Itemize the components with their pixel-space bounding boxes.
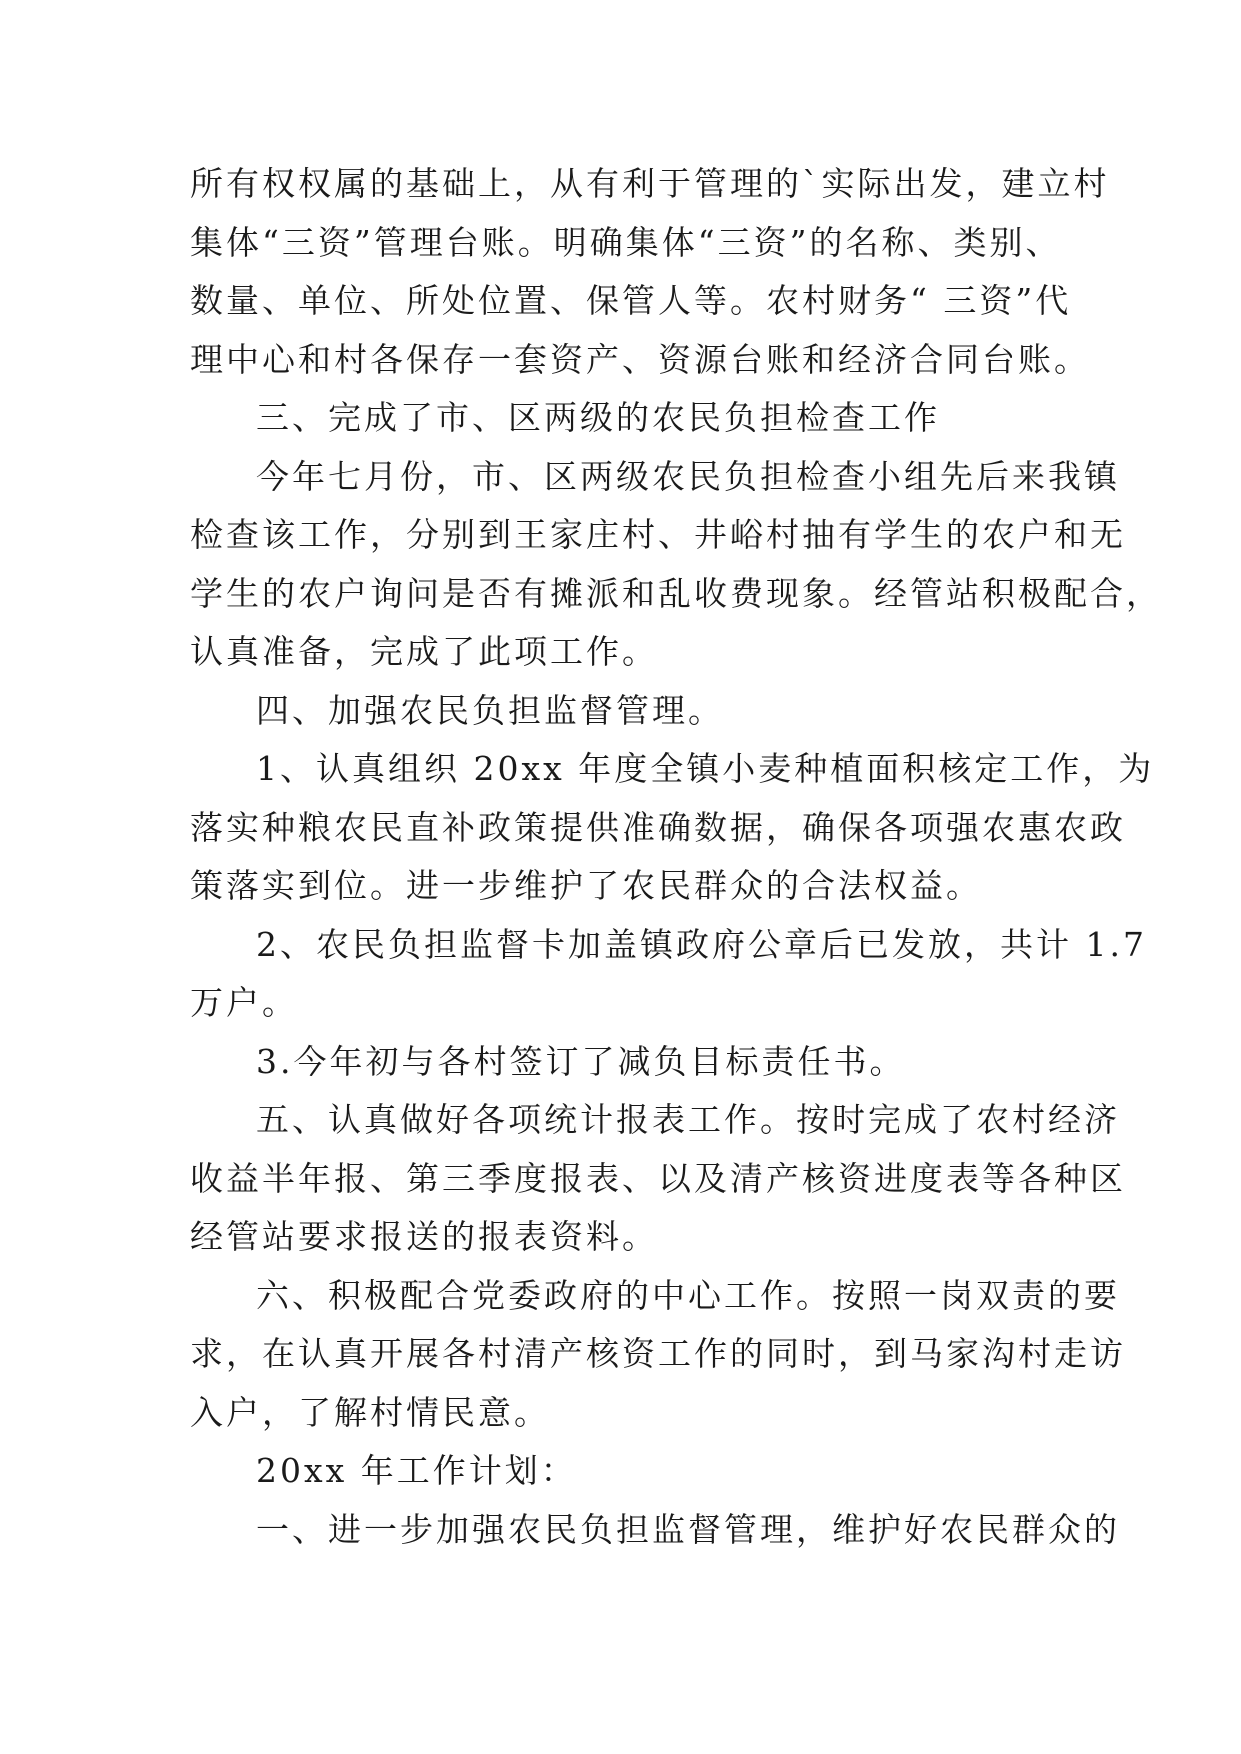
text-line: 所有权权属的基础上，从有利于管理的`实际出发，建立村	[190, 164, 1110, 203]
text-line: 四、加强农民负担监督管理。	[256, 690, 724, 730]
text-line: 理中心和村各保存一套资产、资源台账和经济合同台账。	[190, 339, 1090, 379]
text-line: 策落实到位。进一步维护了农民群众的合法权益。	[190, 866, 982, 905]
text-line: 六、积极配合党委政府的中心工作。按照一岗双责的要	[256, 1275, 1120, 1315]
text-line: 三、完成了市、区两级的农民负担检查工作	[256, 398, 940, 437]
text-line: 收益半年报、第三季度报表、以及清产核资进度表等各种区	[190, 1158, 1126, 1198]
text-line: 2、农民负担监督卡加盖镇政府公章后已发放，共计 1.7	[256, 924, 1147, 964]
text-line: 数量、单位、所处位置、保管人等。农村财务“ 三资”代	[190, 281, 1072, 320]
text-line: 学生的农户询问是否有摊派和乱收费现象。经管站积极配合，	[190, 573, 1162, 613]
text-line: 3.今年初与各村签订了减负目标责任书。	[256, 1041, 906, 1081]
text-line: 求，在认真开展各村清产核资工作的同时，到马家沟村走访	[190, 1334, 1126, 1373]
text-line: 万户。	[190, 983, 298, 1022]
text-line: 今年七月份，市、区两级农民负担检查小组先后来我镇	[256, 456, 1120, 496]
text-line: 集体“三资”管理台账。明确集体“三资”的名称、类别、	[190, 222, 1062, 262]
text-line: 1、认真组织 20xx 年度全镇小麦种植面积核定工作，为	[256, 749, 1155, 788]
text-line: 20xx 年工作计划：	[256, 1451, 577, 1490]
text-line: 五、认真做好各项统计报表工作。按时完成了农村经济	[256, 1100, 1120, 1139]
text-line: 一、进一步加强农民负担监督管理，维护好农民群众的	[256, 1509, 1120, 1549]
text-line: 入户，了解村情民意。	[190, 1392, 550, 1432]
text-line: 落实种粮农民直补政策提供准确数据，确保各项强农惠农政	[190, 807, 1126, 847]
text-line: 检查该工作，分别到王家庄村、井峪村抽有学生的农户和无	[190, 515, 1126, 554]
text-line: 认真准备，完成了此项工作。	[190, 632, 658, 671]
document-body	[190, 155, 1162, 1559]
text-line: 经管站要求报送的报表资料。	[190, 1217, 658, 1256]
